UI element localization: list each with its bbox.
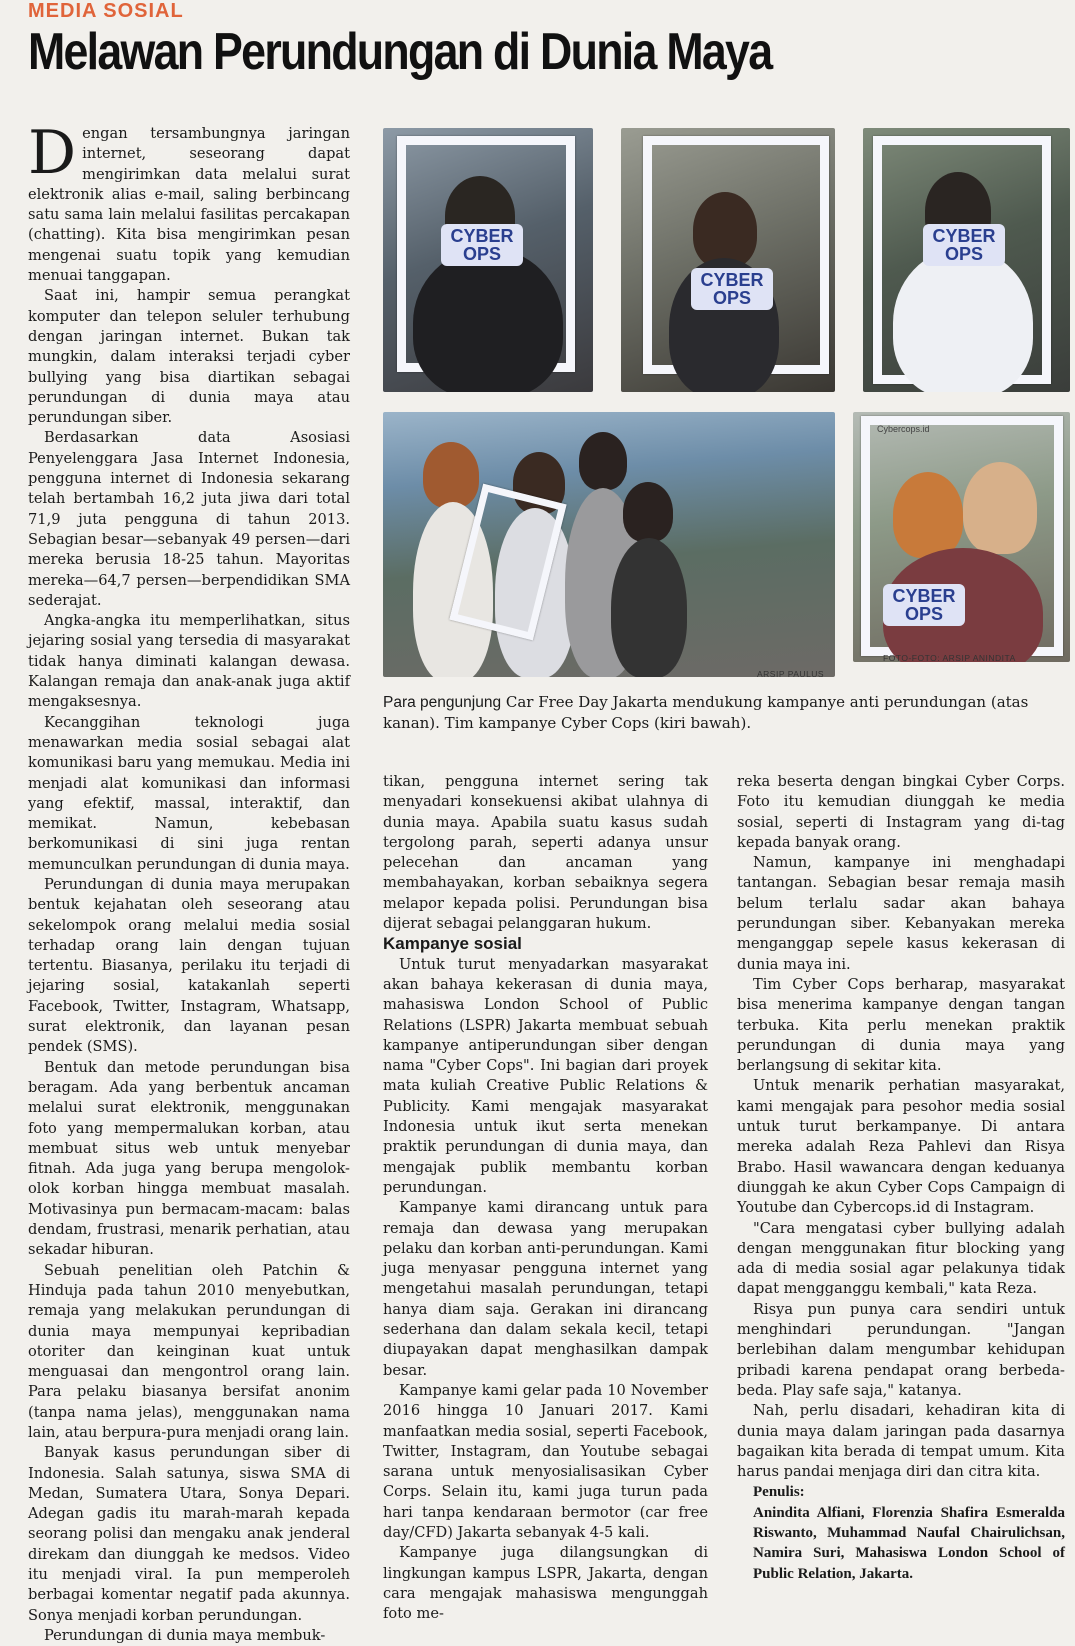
paragraph: Perundungan di dunia maya membuk- (44, 1626, 326, 1644)
frame-label: Cybercops.id (877, 424, 930, 434)
author-names: Anindita Alfiani, Florenzia Shafira Esmeralda Riswanto, Muhammad Naufal Chairulichsan, Namira Suri, Mahasiswa London School of Public Relation, Jakarta. (753, 1504, 1065, 1582)
paragraph: Bentuk dan metode perundungan bisa beragam. Ada yang berbentuk ancaman melalui surat elektronik, menggunakan foto yang mempermalukan korban, atau membuat situs web untuk menyebar fitnah. Ada juga yang berupa mengolok-olok korban hingga membuat masalah. Motivasinya pun bermacam-macam: balas dendam, frustrasi, menarik perhatian, atau sekadar hiburan. (28, 1058, 350, 1259)
section-kicker: MEDIA SOSIAL (28, 0, 184, 22)
paragraph: "Cara mengatasi cyber bullying adalah dengan menggunakan fitur blocking yang ada di media sosial agar pelakunya tidak dapat mengganggu kembali," kata Reza. (737, 1219, 1065, 1298)
author-label: Penulis: (753, 1484, 805, 1501)
paragraph: Risya pun punya cara sendiri untuk menghindari perundungan. "Jangan berlebihan dalam mengumbar kehidupan pribadi karena pendapat orang berbeda-beda. Play safe saja," katanya. (737, 1300, 1065, 1399)
paragraph: reka beserta dengan bingkai Cyber Corps. Foto itu kemudian diunggah ke media sosial, seperti di Instagram yang di-tag kepada banyak orang. (737, 773, 1065, 851)
paragraph: Saat ini, hampir semua perangkat komputer dan telepon seluler terhubung dengan jaringan internet. Bukan tak mungkin, dalam interaksi terjadi cyber bullying yang bisa diartikan sebagai perundungan di dunia maya atau perundungan siber. (28, 287, 350, 427)
paragraph: Nah, perlu disadari, kehadiran kita di dunia maya dalam jaringan pada dasarnya bagaikan kita berada di tempat umum. Kita harus pandai menjaga diri dan citra kita. (737, 1402, 1065, 1481)
photo-credit-right: FOTO-FOTO: ARSIP ANINDITA (883, 653, 1016, 663)
paragraph: Tim Cyber Cops berharap, masyarakat bisa menerima kampanye dengan tangan terbuka. Kita perlu menekan praktik perundungan di dunia maya yang berlangsung di sekitar kita. (737, 975, 1065, 1075)
column-3 (737, 772, 1065, 1584)
photo-frame-boy (383, 128, 593, 392)
paragraph: Namun, kampanye ini menghadapi tantangan. Sebagian besar remaja masih belum terlalu sadar akan bahaya perundungan siber. Kebanyakan mereka menganggap sepele kasus kekerasan di dunia maya ini. (737, 854, 1065, 973)
photo-hijab-girls (853, 412, 1070, 662)
photo-credit-left: ARSIP PAULUS (757, 669, 825, 679)
drop-cap: D (28, 118, 77, 188)
subheading: Kampanye sosial (383, 934, 522, 954)
cyber-ops-badge: CYBER OPS (441, 224, 523, 266)
paragraph: Sebuah penelitian oleh Patchin & Hinduja pada tahun 2010 menyebutkan, remaja yang melakukan perundungan di dunia maya mempunyai kepribadian otoriter dan keinginan kuat untuk menguasai dan mengontrol orang lain. Para pelaku biasanya bersifat anonim (tanpa nama jelas), menggunakan nama lain, atau berpura-pura menjadi orang lain. (28, 1261, 350, 1441)
photo-collage (383, 128, 1070, 683)
paragraph: Untuk menarik perhatian masyarakat, kami mengajak para pesohor media sosial untuk turut berkampanye. Di antara mereka adalah Reza Pahlevi dan Risya Brabo. Hasil wawancara dengan keduanya diunggah ke akun Cyber Cops Campaign di Youtube dan Cybercops.id di Instagram. (737, 1077, 1065, 1217)
paragraph: Untuk turut menyadarkan masyarakat akan bahaya kekerasan di dunia maya, mahasiswa London School of Public Relations (LSPR) Jakarta membuat sebuah kampanye antiperundungan siber dengan nama "Cyber Cops". Ini bagian dari proyek mata kuliah Creative Public Relations & Publicity. Kami mengajak masyarakat Indonesia untuk ikut serta menekan praktik perundungan di dunia maya, dan mengajak publik membantu korban perundungan. (383, 955, 708, 1196)
cyber-ops-badge: CYBER OPS (883, 584, 965, 626)
paragraph: Perundungan di dunia maya merupakan bentuk kejahatan oleh seseorang atau sekelompok orang melalui media sosial terhadap orang lain dengan tujuan tertentu. Biasanya, perilaku itu terjadi di jejaring sosial, katakanlah seperti Facebook, Twitter, Instagram, Whatsapp, surat elektronik, dan layanan pesan pendek (SMS). (28, 875, 350, 1056)
cyber-ops-badge: CYBER OPS (923, 224, 1005, 266)
paragraph: tikan, pengguna internet sering tak menyadari konsekuensi akibat ulahnya di dunia maya. Apabila suatu kasus sudah tergolong parah, seperti adanya unsur pelecehan dan ancaman yang membahayakan, korban sebaiknya segera melapor kepada polisi. Perundungan bisa dijerat sebagai pelanggaran hukum. (383, 773, 708, 933)
caption-lead: Para pengunjung (383, 694, 502, 711)
paragraph: Kecanggihan teknologi juga menawarkan media sosial sebagai alat komunikasi baru yang memukau. Media ini menjadi alat komunikasi dan informasi yang efektif, massal, interaktif, dan memikat. Namun, kebebasan berkomunikasi di sini juga rentan memunculkan perundungan di dunia maya. (28, 713, 350, 873)
paragraph: Kampanye juga dilangsungkan di lingkungan kampus LSPR, Jakarta, dengan cara mengajak mahasiswa mengunggah foto me- (383, 1544, 708, 1623)
column-2 (383, 772, 708, 1624)
paragraph: Banyak kasus perundungan siber di Indonesia. Salah satunya, siswa SMA di Medan, Sumatera Utara, Sonya Depari. Adegan gadis itu marah-marah kepada seorang polisi dan mengaku anak jenderal direkam dan diunggah ke medsos. Video itu menjadi viral. Ia pun memperoleh berbagai komentar negatif pada akunnya. Sonya menjadi korban perundungan. (28, 1444, 350, 1624)
paragraph: Angka-angka itu memperlihatkan, situs jejaring sosial yang tersedia di masyarakat tidak hanya diminati kalangan dewasa. Kalangan remaja dan anak-anak juga aktif mengaksesnya. (28, 612, 350, 711)
caption-text: Car Free Day Jakarta mendukung kampanye anti perundungan (atas kanan). Tim kampanye Cyber Cops (kiri bawah). (383, 693, 1029, 732)
paragraph: Berdasarkan data Asosiasi Penyelenggara Jasa Internet Indonesia, pengguna internet di Indonesia sekarang telah bertambah 16,2 juta jiwa dari total 71,9 juta pengguna di tahun 2013. Sebagian besar—sebanyak 49 persen—dari mereka berusia 18-25 tahun. Mayoritas mereka—64,7 persen—berpendidikan SMA sederajat. (28, 429, 350, 609)
paragraph: Kampanye kami dirancang untuk para remaja dan dewasa yang merupakan pelaku dan korban anti-perundungan. Kami juga menyasar pengguna internet yang mengetahui masalah perundungan, tetapi hanya diam saja. Gerakan ini dirancang sederhana dan dalam sekala kecil, tetapi diupayakan dapat menghasilkan dampak besar. (383, 1199, 708, 1379)
photo-caption (383, 692, 1063, 733)
column-1 (28, 118, 350, 1646)
photo-frame-man (863, 128, 1070, 392)
cyber-ops-badge: CYBER OPS (691, 268, 773, 310)
headline: Melawan Perundungan di Dunia Maya (28, 23, 772, 81)
paragraph: Kampanye kami gelar pada 10 November 2016 hingga 10 Januari 2017. Kami manfaatkan media sosial, seperti Facebook, Twitter, Instagram, dan Youtube sebagai sarana untuk menyosialisasikan Cyber Corps. Selain itu, kami juga turun pada hari tanpa kendaraan bermotor (car free day/CFD) Jakarta sebanyak 4-5 kali. (383, 1381, 708, 1541)
photo-frame-girl (621, 128, 835, 392)
paragraph: Dengan tersambungnya jaringan internet, seseorang dapat mengirimkan data melalui surat elektronik alias e-mail, saling berbincang satu sama lain melalui fasilitas percakapan (chatting). Kita bisa mengirimkan pesan mengenai suatu topik yang kemudian menuai tanggapan. (28, 118, 350, 285)
photo-team-group (383, 412, 835, 677)
